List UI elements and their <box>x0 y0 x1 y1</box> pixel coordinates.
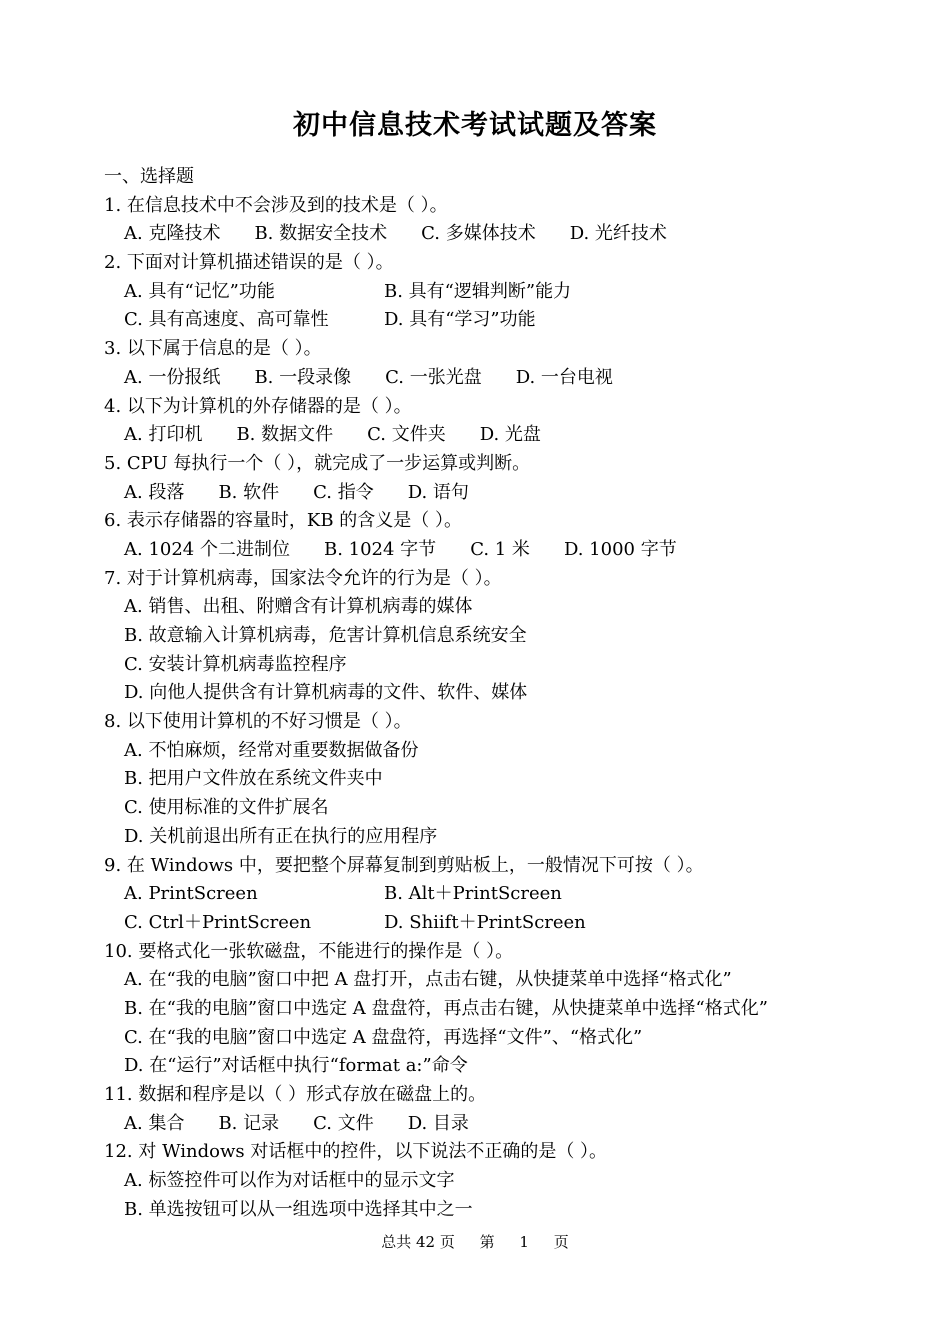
question-stem: 2. 下面对计算机描述错误的是（ ）。 <box>104 252 394 274</box>
answer-option: C. 在“我的电脑”窗口中选定 A 盘盘符，再选择“文件”、“格式化” <box>124 1026 643 1048</box>
question-stem: 3. 以下属于信息的是（ ）。 <box>104 338 322 360</box>
option-row <box>104 306 924 335</box>
answer-option: D. 一台电视 <box>515 366 613 388</box>
answer-option: D. 具有“学习”功能 <box>384 309 536 331</box>
question-stem: 12. 对 Windows 对话框中的控件，以下说法不正确的是（ ）。 <box>104 1141 608 1163</box>
option-row <box>104 1167 924 1196</box>
section-heading: 一、选择题 <box>104 166 194 187</box>
option-row <box>104 421 924 450</box>
question-stem: 1. 在信息技术中不会涉及到的技术是（ ）。 <box>104 194 448 216</box>
answer-option: B. 故意输入计算机病毒，危害计算机信息系统安全 <box>124 625 527 646</box>
answer-option: B. 一段录像 <box>254 366 352 388</box>
answer-option: B. 数据文件 <box>236 424 334 446</box>
answer-option: A. 标签控件可以作为对话框中的显示文字 <box>124 1170 455 1192</box>
option-row <box>104 909 924 938</box>
answer-option: B. 记录 <box>218 1112 280 1134</box>
option-row <box>104 966 924 995</box>
answer-option: A. 打印机 <box>124 424 203 446</box>
question-stem: 8. 以下使用计算机的不好习惯是（ ）。 <box>104 711 412 733</box>
option-row <box>104 364 924 393</box>
answer-option: D. 向他人提供含有计算机病毒的文件、软件、媒体 <box>124 682 528 704</box>
answer-option: A. 销售、出租、附赠含有计算机病毒的媒体 <box>124 596 473 618</box>
option-row <box>104 765 924 794</box>
answer-option: D. 光盘 <box>479 424 541 446</box>
answer-option: B. 数据安全技术 <box>254 223 388 245</box>
answer-option: D. 在“运行”对话框中执行“format a:”命令 <box>124 1055 468 1077</box>
question-stem: 10. 要格式化一张软磁盘，不能进行的操作是（ ）。 <box>104 940 514 962</box>
option-row <box>104 995 924 1024</box>
answer-option: A. 段落 <box>124 481 185 503</box>
option-row <box>104 622 924 651</box>
answer-option: B. 软件 <box>218 481 280 503</box>
question-stem: 4. 以下为计算机的外存储器的是（ ）。 <box>104 395 412 417</box>
answer-option: B. 具有“逻辑判断”能力 <box>384 280 572 302</box>
answer-option: C. 具有高速度、高可靠性 <box>124 309 329 331</box>
page-number: 1 <box>519 1233 529 1251</box>
option-row <box>104 1024 924 1053</box>
question-stem: 6. 表示存储器的容量时，KB 的含义是（ ）。 <box>104 510 463 532</box>
answer-option: C. 文件夹 <box>367 424 446 446</box>
page-suffix: 页 <box>553 1233 569 1251</box>
option-row <box>104 794 924 823</box>
question-stem: 5. CPU 每执行一个（ ），就完成了一步运算或判断。 <box>104 452 531 474</box>
answer-option: D. 目录 <box>407 1112 469 1134</box>
answer-option: C. 多媒体技术 <box>421 223 536 245</box>
question-stem: 11. 数据和程序是以（ ）形式存放在磁盘上的。 <box>104 1084 487 1105</box>
option-row <box>104 1052 924 1081</box>
question-stem: 7. 对于计算机病毒，国家法令允许的行为是（ ）。 <box>104 567 502 589</box>
answer-option: B. Alt＋PrintScreen <box>384 883 562 905</box>
answer-option: D. 光纤技术 <box>569 223 667 245</box>
answer-option: B. 单选按钮可以从一组选项中选择其中之一 <box>124 1198 473 1220</box>
answer-option: C. 使用标准的文件扩展名 <box>124 797 329 819</box>
answer-option: C. 文件 <box>313 1112 374 1134</box>
answer-option: A. 在“我的电脑”窗口中把 A 盘打开，点击右键，从快捷菜单中选择“格式化” <box>124 969 732 991</box>
answer-option: A. 克隆技术 <box>124 223 221 245</box>
option-row <box>104 536 924 565</box>
answer-option: B. 在“我的电脑”窗口中选定 A 盘盘符，再点击右键，从快捷菜单中选择“格式化” <box>124 997 768 1019</box>
page-prefix: 第 <box>479 1233 495 1251</box>
option-row <box>104 679 924 708</box>
option-row <box>104 880 924 909</box>
option-row <box>104 1110 924 1139</box>
option-row <box>104 823 924 852</box>
question-list <box>104 163 924 1224</box>
answer-option: C. 安装计算机病毒监控程序 <box>124 653 347 675</box>
answer-option: A. 具有“记忆”功能 <box>124 280 275 302</box>
answer-option: C. 指令 <box>313 481 374 503</box>
option-row <box>104 737 924 766</box>
answer-option: C. 1 米 <box>470 538 530 560</box>
answer-option: B. 把用户文件放在系统文件夹中 <box>124 768 383 790</box>
answer-option: A. 一份报纸 <box>124 366 221 388</box>
answer-option: D. 语句 <box>407 481 469 503</box>
answer-option: A. 集合 <box>124 1112 185 1134</box>
answer-option: A. PrintScreen <box>124 883 258 905</box>
answer-option: A. 不怕麻烦，经常对重要数据做备份 <box>124 739 419 761</box>
question-stem: 9. 在 Windows 中，要把整个屏幕复制到剪贴板上，一般情况下可按（ ）。 <box>104 854 704 876</box>
option-row <box>104 220 924 249</box>
option-row <box>104 479 924 508</box>
answer-option: D. 关机前退出所有正在执行的应用程序 <box>124 825 438 847</box>
option-row <box>104 651 924 680</box>
answer-option: D. 1000 字节 <box>563 538 677 560</box>
total-pages: 总共 42 页 <box>381 1233 455 1251</box>
answer-option: B. 1024 字节 <box>323 538 437 560</box>
option-row <box>104 1196 924 1225</box>
answer-option: C. Ctrl＋PrintScreen <box>124 911 312 933</box>
page-footer <box>0 1231 950 1252</box>
answer-option: C. 一张光盘 <box>385 366 482 388</box>
option-row <box>104 278 924 307</box>
answer-option: A. 1024 个二进制位 <box>124 538 290 560</box>
option-row <box>104 593 924 622</box>
answer-option: D. Shiift＋PrintScreen <box>384 911 586 933</box>
page-title: 初中信息技术考试试题及答案 <box>293 110 657 141</box>
